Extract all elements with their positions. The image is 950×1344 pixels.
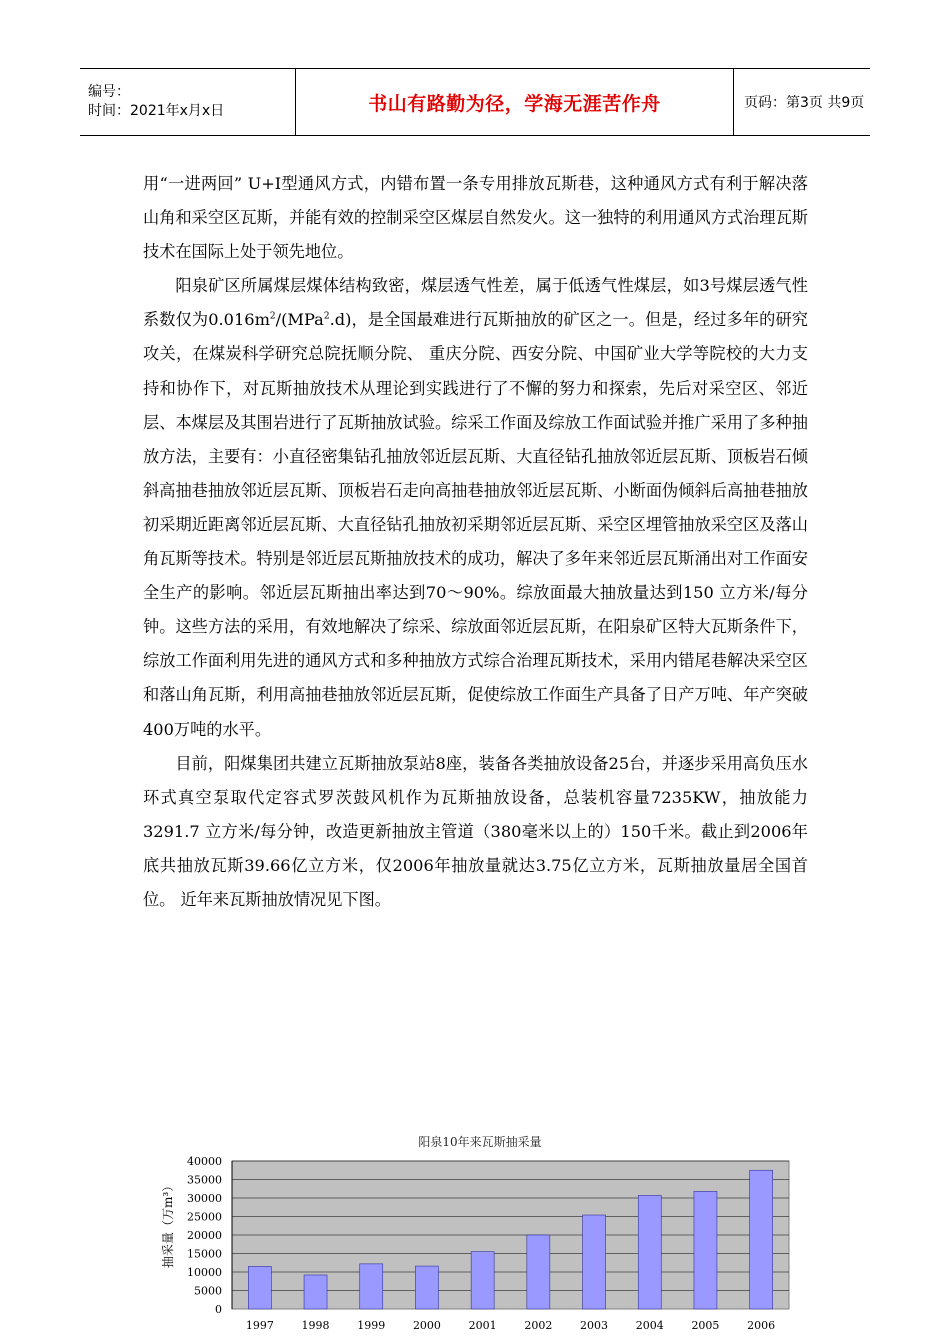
gas-extraction-chart	[155, 1128, 805, 1344]
page-header	[80, 68, 870, 136]
paragraph-2-part-c: .d)，是全国最难进行瓦斯抽放的矿区之一。但是，经过多年的研究攻关，在煤炭科学研究总院抚顺分院、 重庆分院、西安分院、中国矿业大学等院校的大力支持和协作下，对瓦斯抽放技术从理论到实践进行了不懈的努力和探索，先后对采空区、邻近层、本煤层及其围岩进行了瓦斯抽放试验。综采工作面及综放工作面试验并推广采用了多种抽放方法，主要有：小直径密集钻孔抽放邻近层瓦斯、大直径钻孔抽放邻近层瓦斯、顶板岩石倾斜高抽巷抽放邻近层瓦斯、顶板岩石走向高抽巷抽放邻近层瓦斯、小断面伪倾斜后高抽巷抽放初采期近距离邻近层瓦斯、大直径钻孔抽放初采期邻近层瓦斯、采空区埋管抽放采空区及落山角瓦斯等技术。特别是邻近层瓦斯抽放技术的成功，解决了多年来邻近层瓦斯涌出对工作面安全生产的影响。邻近层瓦斯抽出率达到70～90%。综放面最大抽放量达到150 立方米/每分钟。这些方法的采用，有效地解决了综采、综放面邻近层瓦斯，在阳泉矿区特大瓦斯条件下，综放工作面利用先进的通风方式和多种抽放方式综合治理瓦斯技术，采用内错尾巷解决采空区和落山角瓦斯，利用高抽巷抽放邻近层瓦斯，促使综放工作面生产具备了日产万吨、年产突破400万吨的水平。	[143, 310, 808, 739]
superscript-1: 2	[269, 311, 276, 322]
header-motto: 书山有路勤为径，学海无涯苦作舟	[368, 92, 661, 115]
chart-y-tick-label: 40000	[187, 1155, 222, 1168]
chart-x-tick-label: 2006	[747, 1319, 776, 1332]
paragraph-3: 目前，阳煤集团共建立瓦斯抽放泵站8座，装备各类抽放设备25台，并逐步采用高负压水环式真空泵取代定容式罗茨鼓风机作为瓦斯抽放设备，总装机容量7235KW，抽放能力3291.7 立方米/每分钟，改造更新抽放主管道（380毫米以上的）150千米。截止到2006年底共抽放瓦斯39.66亿立方米，仅2006年抽放量就达3.75亿立方米，瓦斯抽放量居全国首位。 近年来瓦斯抽放情况见下图。	[143, 753, 808, 909]
chart-y-axis-label: 抽采量（万m³）	[161, 1179, 175, 1268]
paragraph-2-part-a: 阳泉矿区所属煤层煤体结构致密，煤层透气性差，属于低透气性煤层，如3号煤层透气性系数仅为0.016m	[143, 276, 808, 330]
chart-bar	[527, 1235, 550, 1309]
chart-y-tick-label: 15000	[187, 1247, 222, 1261]
chart-bar	[638, 1195, 661, 1309]
chart-y-tick-label: 35000	[187, 1173, 222, 1187]
chart-x-tick-label: 2003	[580, 1319, 609, 1332]
chart-bar	[583, 1215, 606, 1309]
chart-canvas	[155, 1128, 805, 1344]
chart-bar	[415, 1266, 438, 1309]
chart-x-tick-label: 1999	[357, 1319, 386, 1332]
document-body	[143, 167, 808, 917]
chart-y-tick-label: 10000	[187, 1266, 222, 1279]
chart-y-tick-label: 20000	[187, 1229, 222, 1242]
chart-y-tick-label: 25000	[187, 1210, 222, 1224]
header-meta	[80, 69, 296, 135]
header-page-cell	[734, 69, 870, 135]
chart-x-tick-label: 1998	[301, 1319, 330, 1332]
chart-bar	[360, 1264, 383, 1309]
document-code: 编号：	[88, 84, 130, 100]
chart-x-tick-label: 2005	[691, 1319, 720, 1332]
chart-y-tick-label: 0	[215, 1303, 222, 1316]
header-motto-cell	[296, 69, 734, 135]
document-date: 时间：2021年x月x日	[88, 103, 225, 119]
chart-x-tick-label: 2002	[524, 1319, 553, 1332]
chart-y-tick-label: 30000	[187, 1192, 222, 1205]
chart-y-tick-label: 5000	[194, 1284, 222, 1298]
chart-bar	[750, 1170, 773, 1309]
paragraph-2-part-b: /(MPa	[275, 310, 324, 330]
chart-bar	[694, 1191, 717, 1309]
superscript-2: 2	[323, 311, 330, 322]
chart-x-tick-label: 2004	[635, 1319, 664, 1332]
paragraph-1: 用“一进两回” U+I型通风方式，内错布置一条专用排放瓦斯巷，这种通风方式有利于解决落山角和采空区瓦斯，并能有效的控制采空区煤层自然发火。这一独特的利用通风方式治理瓦斯技术在国际上处于领先地位。	[143, 174, 808, 262]
paragraph-2	[143, 269, 808, 746]
page-number: 页码：第3页 共9页	[744, 95, 865, 111]
chart-title: 阳泉10年来瓦斯抽采量	[418, 1135, 542, 1149]
chart-bar	[248, 1266, 271, 1309]
chart-x-tick-label: 2001	[468, 1319, 497, 1332]
chart-x-tick-label: 2000	[412, 1319, 441, 1332]
chart-x-tick-label: 1997	[245, 1319, 274, 1332]
chart-bar	[304, 1275, 327, 1309]
chart-bar	[471, 1252, 494, 1309]
